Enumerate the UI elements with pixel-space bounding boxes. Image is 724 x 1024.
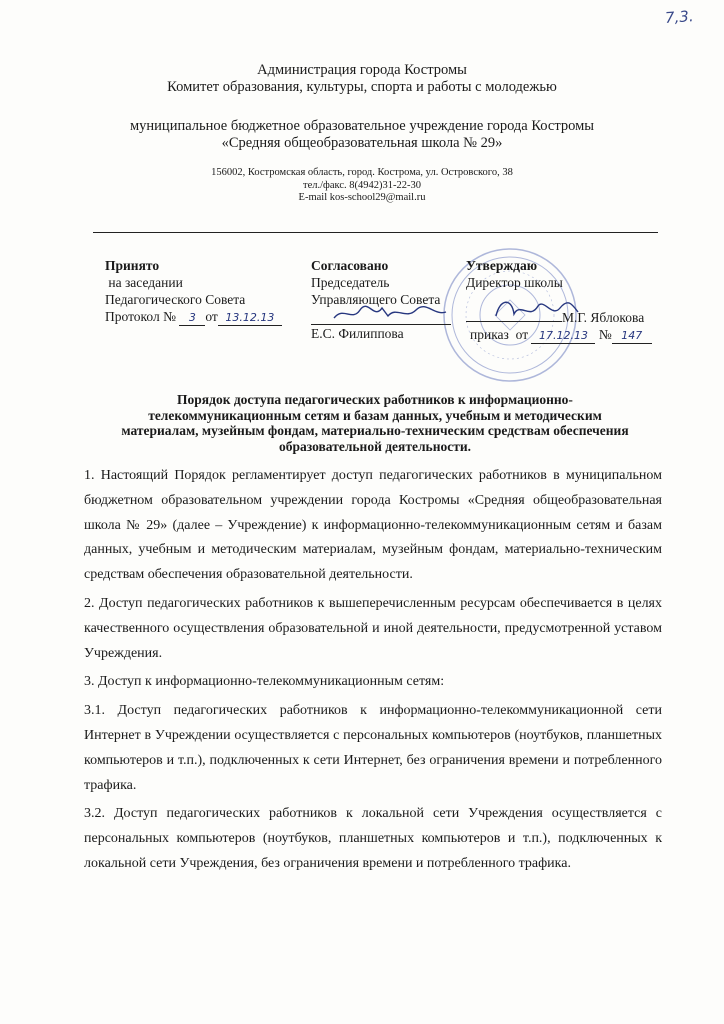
protocol-from: от [205, 309, 218, 324]
approval-accepted-block [105, 257, 305, 326]
document-title: Порядок доступа педагогических работников к информационно-телекоммуникационным сетям и базам данных, учебным и методическим материалам, музейным фондам, материально-техническим средствам обеспечения образовательной деятельности. [121, 392, 629, 454]
committee-line: Комитет образования, культуры, спорта и работы с молодежью [167, 79, 557, 95]
school-type-line: муниципальное бюджетное образовательное учреждение города Костромы [129, 118, 595, 134]
phone-line: тел./факс. 8(4942)31-22-30 [303, 179, 421, 191]
accepted-line2: Педагогического Совета [105, 292, 246, 307]
order-line [470, 326, 666, 344]
agreed-line2: Управляющего Совета [311, 292, 441, 307]
approved-title: Утверждаю [466, 258, 538, 273]
protocol-line [105, 308, 305, 326]
handwritten-page-note: 7,3. [664, 7, 695, 27]
agreed-name: Е.С. Филиппова [311, 326, 404, 341]
header-school [0, 118, 724, 152]
paragraph-2: 2. Доступ педагогических работников к вышеперечисленным ресурсам обеспечивается в целях качественного осуществления образовательной и иной деятельности, предусмотренной уставом Учреждения. [84, 595, 662, 661]
document-body [84, 464, 662, 881]
agreed-title: Согласовано [311, 258, 389, 273]
paragraph-3: 3. Доступ к информационно-телекоммуникационным сетям: [84, 674, 445, 690]
accepted-title: Принято [105, 258, 160, 273]
header-divider [93, 232, 658, 233]
accepted-line1: на заседании [105, 275, 183, 290]
school-name-line: «Средняя общеобразовательная школа № 29» [221, 135, 503, 151]
paragraph-3-1: 3.1. Доступ педагогических работников к информационно-телекоммуникационной сети Интернет в Учреждении осуществляется с персональных компьютеров (ноутбуков, планшетных компьютеров и т.п.), подключенных к сети Интернет, без ограничения времени и потребленного трафика. [84, 703, 662, 793]
approved-name: М.Г. Яблокова [562, 310, 645, 325]
email-line: E-mail kos-school29@mail.ru [298, 192, 426, 203]
protocol-prefix: Протокол № [105, 309, 180, 324]
address-line: 156002, Костромская область, город. Кострома, ул. Островского, 38 [211, 167, 513, 178]
header-contacts [0, 167, 724, 205]
header-administration [0, 62, 724, 96]
order-number: 147 [612, 329, 652, 344]
admin-line: Администрация города Костромы [257, 62, 467, 78]
signature-yablokova [490, 294, 580, 324]
order-date: 17.12.13 [531, 329, 595, 344]
paragraph-1: 1. Настоящий Порядок регламентирует доступ педагогических работников в муниципальном бюджетном образовательном учреждении города Костромы «Средняя общеобразовательная школа № 29» (далее – Учреждение) к информационно-телекоммуникационным сетям и базам данных, учебным и методическим материалам, музейным фондам, материально-техническим средствам обеспечения образовательной деятельности. [84, 468, 662, 583]
protocol-date: 13.12.13 [218, 311, 282, 326]
paragraph-3-2: 3.2. Доступ педагогических работников к локальной сети Учреждения осуществляется с персональных компьютеров (ноутбуков, планшетных компьютеров и т.п.), подключенных к локальной сети Учреждения, без ограничения времени и потребленного трафика. [84, 806, 662, 871]
order-no-label: № [598, 327, 612, 342]
agreed-line1: Председатель [311, 275, 390, 290]
order-prefix: приказ от [470, 327, 529, 342]
signature-filippova [330, 300, 450, 326]
protocol-number: 3 [179, 311, 205, 326]
approved-line1: Директор школы [466, 275, 563, 290]
